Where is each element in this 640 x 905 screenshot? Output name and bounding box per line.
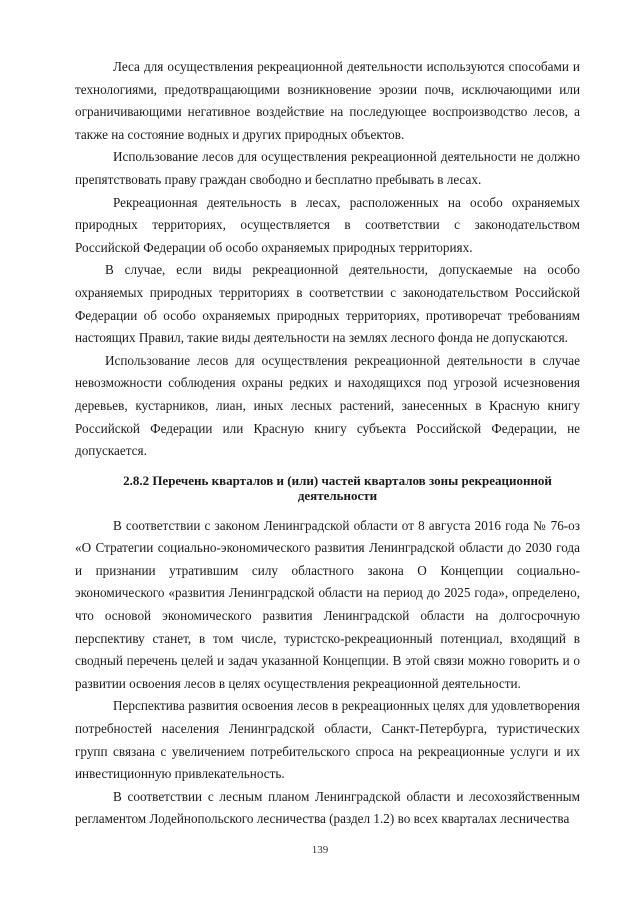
document-page	[75, 56, 580, 831]
paragraph-conflicting-activities: В случае, если виды рекреационной деятельности, допускаемые на особо охраняемых природных территориях в соответствии с законодательством Российской Федерации об особо охраняемых природных территориях, противоречат требованиям настоящих Правил, такие виды деятельности на землях лесного фонда не допускаются.	[75, 262, 580, 346]
paragraph-protected-territories: Рекреационная деятельность в лесах, расположенных на особо охраняемых природных территориях, осуществляется в соответствии с законодательством Российской Федерации об особо охраняемых природных территориях.	[75, 194, 580, 255]
paragraph-red-book: Использование лесов для осуществления рекреационной деятельности в случае невозможности соблюдения охраны редких и находящихся под угрозой исчезновения деревьев, кустарников, лиан, иных лесных растений, занесенных в Красную книгу Российской Федерации или Красную книгу субъекта Российской Федерации, не допускается.	[75, 352, 580, 459]
paragraph-development-prospects: Перспектива развития освоения лесов в рекреационных целях для удовлетворения потребностей населения Ленинградской области, Санкт-Петербурга, туристических групп связана с увеличением потребительского спроса на рекреационные услуги и их инвестиционную привлекательность.	[75, 698, 580, 782]
section-heading: 2.8.2 Перечень кварталов и (или) частей кварталов зоны рекреационной деятельности	[123, 472, 552, 503]
paragraph-free-access: Использование лесов для осуществления рекреационной деятельности не должно препятствовать праву граждан свободно и бесплатно пребывать в лесах.	[75, 149, 580, 187]
page-number: 139	[311, 844, 329, 856]
paragraph-forest-methods: Леса для осуществления рекреационной деятельности используются способами и технологиями, предотвращающими возникновение эрозии почв, исключающими или ограничивающими негативное воздействие на последующее воспроизводство лесов, а также на состояние водных и других природных объектов.	[75, 59, 580, 142]
paragraph-forest-plan: В соответствии с лесным планом Ленинградской области и лесохозяйственным регламентом Лодейнопольского лесничества (раздел 1.2) во всех кварталах лесничества	[75, 788, 580, 827]
paragraph-regional-law: В соответствии с законом Ленинградской области от 8 августа 2016 года № 76-оз «О Стратегии социально-экономического развития Ленинградской области до 2030 года и признании утратившим силу областного закона О Концепции социально-экономического «развития Ленинградской области на период до 2025 года», определено, что основой экономического развития Ленинградской области на долгосрочную перспективу станет, в том числе, туристско-рекреационный потенциал, входящий в сводный перечень целей и задач указанной Концепции. В этой связи можно говорить и о развитии освоения лесов в целях осуществления рекреационной деятельности.	[75, 517, 580, 691]
